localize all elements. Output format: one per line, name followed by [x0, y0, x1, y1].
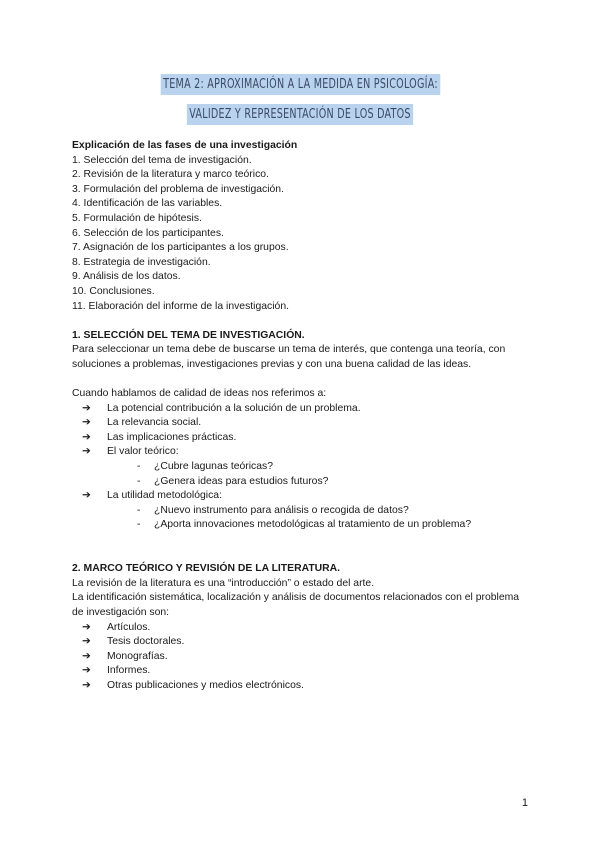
page-number: 1: [521, 797, 528, 809]
list-item: [82, 431, 532, 446]
phase-item: 3. Formulación del problema de investigación.: [72, 183, 284, 195]
list-item: [82, 664, 532, 679]
arrow-icon: ➔: [82, 446, 91, 458]
document-title: [0, 74, 600, 125]
list-item: [137, 518, 532, 533]
sub-bullet-text: ¿Cubre lagunas teóricas?: [154, 461, 273, 473]
phase-item: 6. Selección de los participantes.: [72, 227, 224, 239]
bullet-text: Artículos.: [107, 621, 151, 633]
method-sublist: [107, 504, 532, 533]
theory-sublist: [107, 460, 532, 489]
list-item: [82, 635, 532, 650]
list-item: [82, 489, 532, 533]
bullet-text: Tesis doctorales.: [107, 636, 185, 648]
arrow-icon: ➔: [82, 621, 91, 633]
phase-item: 9. Análisis de los datos.: [72, 271, 181, 283]
arrow-icon: ➔: [82, 417, 91, 429]
list-item: [82, 445, 532, 489]
list-item: [137, 460, 532, 475]
bullet-text: El valor teórico:: [107, 446, 179, 458]
list-item: [82, 416, 532, 431]
phase-item: 11. Elaboración del informe de la investigación.: [72, 300, 289, 312]
sub-bullet-text: ¿Genera ideas para estudios futuros?: [154, 475, 329, 487]
quality-intro: Cuando hablamos de calidad de ideas nos referimos a:: [72, 388, 327, 400]
dash-icon: -: [137, 475, 141, 487]
dash-icon: -: [137, 504, 141, 516]
bullet-text: Monografías.: [107, 650, 168, 662]
sub-bullet-text: ¿Aporta innovaciones metodológicas al tratamiento de un problema?: [154, 519, 472, 531]
list-item: [82, 402, 532, 417]
arrow-icon: ➔: [82, 490, 91, 502]
document-body: [72, 139, 532, 694]
list-item: [82, 621, 532, 636]
dash-icon: -: [137, 461, 141, 473]
phase-item: 7. Asignación de los participantes a los grupos.: [72, 242, 289, 254]
quality-bullets: [72, 402, 532, 533]
bullet-text: La utilidad metodológica:: [107, 490, 222, 502]
title-line-1: TEMA 2: APROXIMACIÓN A LA MEDIDA EN PSICOLOGÍA:: [160, 74, 440, 95]
phase-item: 2. Revisión de la literatura y marco teórico.: [72, 169, 269, 181]
arrow-icon: ➔: [82, 665, 91, 677]
list-item: [137, 504, 532, 519]
section1-heading: 1. SELECCIÓN DEL TEMA DE INVESTIGACIÓN.: [72, 329, 305, 341]
section2-heading: 2. MARCO TEÓRICO Y REVISIÓN DE LA LITERATURA.: [72, 563, 341, 575]
dash-icon: -: [137, 519, 141, 531]
bullet-text: Otras publicaciones y medios electrónicos.: [107, 679, 304, 691]
arrow-icon: ➔: [82, 431, 91, 443]
title-line-2: VALIDEZ Y REPRESENTACIÓN DE LOS DATOS: [187, 104, 413, 125]
phase-item: 10. Conclusiones.: [72, 285, 155, 297]
phase-item: 1. Selección del tema de investigación.: [72, 154, 252, 166]
arrow-icon: ➔: [82, 402, 91, 414]
document-types-bullets: [72, 621, 532, 694]
phase-item: 8. Estrategia de investigación.: [72, 256, 211, 268]
sub-bullet-text: ¿Nuevo instrumento para análisis o recogida de datos?: [154, 504, 409, 516]
phases-list: [72, 154, 532, 315]
arrow-icon: ➔: [82, 679, 91, 691]
phase-item: 4. Identificación de las variables.: [72, 198, 223, 210]
arrow-icon: ➔: [82, 650, 91, 662]
bullet-text: La potencial contribución a la solución de un problema.: [107, 402, 361, 414]
phases-heading: Explicación de las fases de una investigación: [72, 140, 298, 151]
bullet-text: La relevancia social.: [107, 417, 202, 429]
arrow-icon: ➔: [82, 636, 91, 648]
list-item: [137, 475, 532, 490]
bullet-text: Informes.: [107, 665, 151, 677]
list-item: [82, 650, 532, 665]
section2-line2: La identificación sistemática, localización y análisis de documentos relacionados con el problema de investigación son:: [72, 592, 520, 618]
bullet-text: Las implicaciones prácticas.: [107, 431, 237, 443]
section2-line1: La revisión de la literatura es una “introducción” o estado del arte.: [72, 577, 375, 589]
section1-paragraph: Para seleccionar un tema debe de buscarse un tema de interés, que contenga una teoría, con soluciones a problemas, investigaciones previas y con una buena calidad de las ideas.: [72, 344, 506, 370]
phase-item: 5. Formulación de hipótesis.: [72, 212, 202, 224]
list-item: [82, 679, 532, 694]
